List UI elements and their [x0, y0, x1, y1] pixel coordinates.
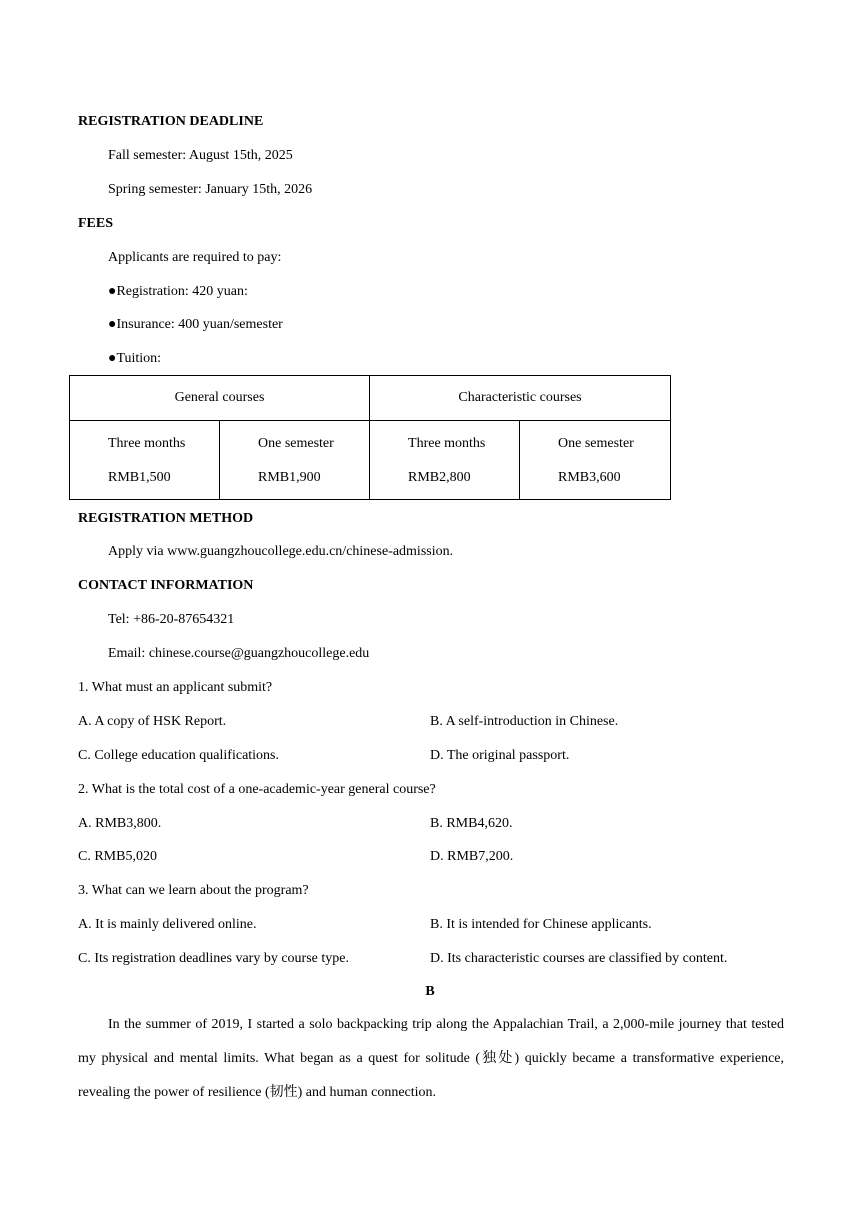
table-cell [220, 421, 370, 500]
question-2-stem: 2. What is the total cost of a one-academic-year general course? [78, 782, 436, 797]
cell-price: RMB1,500 [108, 470, 171, 485]
table-row [70, 421, 671, 500]
cell-price: RMB2,800 [408, 470, 471, 485]
table-header-row [70, 376, 671, 421]
question-1-option-d: D. The original passport. [430, 748, 570, 763]
cell-period: One semester [558, 436, 634, 451]
cell-period: One semester [258, 436, 334, 451]
cell-price: RMB3,600 [558, 470, 621, 485]
question-1-option-a: A. A copy of HSK Report. [78, 714, 227, 729]
fee-item-insurance: ●Insurance: 400 yuan/semester [108, 317, 283, 332]
contact-heading: CONTACT INFORMATION [78, 578, 254, 593]
method-text: Apply via www.guangzhoucollege.edu.cn/chinese-admission. [108, 544, 454, 559]
cell-price: RMB1,900 [258, 470, 321, 485]
table-cell [520, 421, 671, 500]
question-1-option-c: C. College education qualifications. [78, 748, 280, 763]
tuition-table [69, 375, 671, 500]
question-3-option-a: A. It is mainly delivered online. [78, 917, 257, 932]
group-characteristic-courses: Characteristic courses [370, 376, 671, 421]
section-b-paragraph: In the summer of 2019, I started a solo backpacking trip along the Appalachian Trail, a 2,000-mile journey that tested my physical and mental limits. What began as a quest for solitude (独处) quickly became a transformative experience, revealing the power of resilience (韧性) and human connection. [78, 1017, 784, 1100]
question-1-stem: 1. What must an applicant submit? [78, 680, 273, 695]
fee-item-registration: ●Registration: 420 yuan: [108, 284, 248, 299]
contact-tel: Tel: +86-20-87654321 [108, 612, 235, 627]
question-3-option-c: C. Its registration deadlines vary by course type. [78, 951, 349, 966]
cell-period: Three months [108, 436, 186, 451]
question-3-option-b: B. It is intended for Chinese applicants. [430, 917, 652, 932]
group-general-courses: General courses [70, 376, 370, 421]
table-cell [370, 421, 520, 500]
deadline-heading: REGISTRATION DEADLINE [78, 114, 264, 129]
question-2-option-c: C. RMB5,020 [78, 849, 157, 864]
fees-intro: Applicants are required to pay: [108, 250, 282, 265]
question-1-option-b: B. A self-introduction in Chinese. [430, 714, 619, 729]
question-2-option-d: D. RMB7,200. [430, 849, 514, 864]
contact-email: Email: chinese.course@guangzhoucollege.edu [108, 646, 370, 661]
table-cell [70, 421, 220, 500]
section-b-title: B [425, 984, 435, 999]
fall-deadline: Fall semester: August 15th, 2025 [108, 148, 293, 163]
cell-period: Three months [408, 436, 486, 451]
question-2-option-b: B. RMB4,620. [430, 816, 513, 831]
spring-deadline: Spring semester: January 15th, 2026 [108, 182, 313, 197]
fee-item-tuition: ●Tuition: [108, 351, 162, 366]
question-3-stem: 3. What can we learn about the program? [78, 883, 309, 898]
fees-heading: FEES [78, 216, 114, 231]
method-heading: REGISTRATION METHOD [78, 511, 254, 526]
question-3-option-d: D. Its characteristic courses are classified by content. [430, 951, 728, 966]
question-2-option-a: A. RMB3,800. [78, 816, 162, 831]
